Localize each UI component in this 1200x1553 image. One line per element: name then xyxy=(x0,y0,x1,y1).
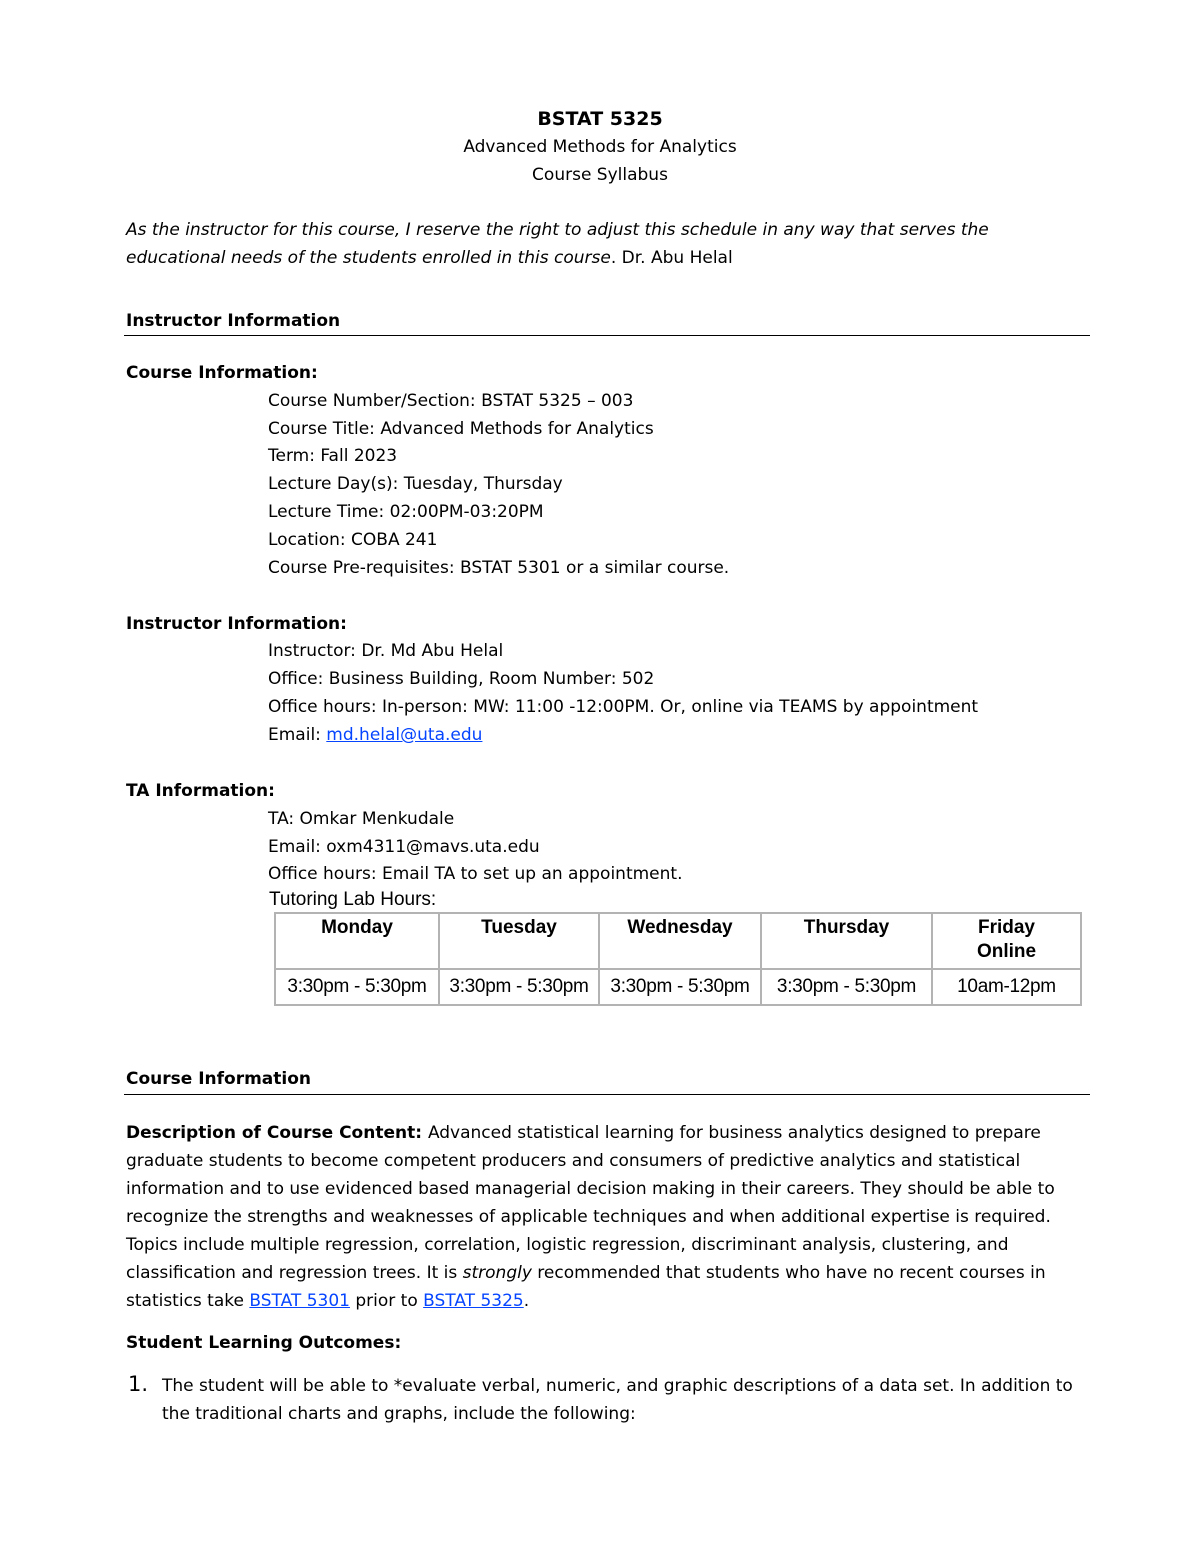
tutoring-day-header xyxy=(932,913,1081,969)
term-label: Term: xyxy=(268,446,321,466)
course-number-value: BSTAT 5325 – 003 xyxy=(481,391,634,411)
lecture-days-line xyxy=(268,474,563,494)
instructor-info-heading: Instructor Information: xyxy=(126,614,347,634)
lecture-time-line xyxy=(268,502,544,522)
section-divider xyxy=(124,335,1090,336)
outcome-text: The student will be able to *evaluate verbal, numeric, and graphic descriptions of a data set. In addition to the traditional charts and graphs, include the following: xyxy=(162,1376,1073,1424)
disclaimer-line-2 xyxy=(126,248,733,268)
tutoring-day-header xyxy=(761,913,932,969)
description-text: prior to xyxy=(349,1291,424,1311)
learning-outcomes-heading: Student Learning Outcomes: xyxy=(126,1333,402,1353)
ta-office-hours-value: Email TA to set up an appointment. xyxy=(381,864,683,884)
ta-email-line xyxy=(268,837,540,857)
document-type: Course Syllabus xyxy=(532,165,668,185)
tutoring-day-name: Wednesday xyxy=(627,917,733,938)
tutoring-label: Tutoring Lab Hours: xyxy=(269,889,437,910)
section-heading-instructor-information: Instructor Information xyxy=(126,311,341,331)
office-label: Office: xyxy=(268,669,329,689)
description-emphasis: strongly xyxy=(462,1263,532,1283)
instructor-email-line xyxy=(268,725,482,745)
instructor-line xyxy=(268,641,503,661)
office-hours-label: Office hours: xyxy=(268,697,382,717)
office-hours-line xyxy=(268,697,978,717)
tutoring-header-row xyxy=(275,913,1081,969)
section-divider xyxy=(124,1094,1090,1095)
ta-email-value: oxm4311@mavs.uta.edu xyxy=(326,837,540,857)
course-code-title: BSTAT 5325 xyxy=(537,108,663,130)
prerequisites-value: BSTAT 5301 or a similar course. xyxy=(459,558,730,578)
lecture-days-value: Tuesday, Thursday xyxy=(403,474,563,494)
tutoring-hours-cell: 3:30pm - 5:30pm xyxy=(275,969,439,1005)
instructor-label: Instructor: xyxy=(268,641,362,661)
course-info-heading: Course Information: xyxy=(126,363,318,383)
course-number-label: Course Number/Section: xyxy=(268,391,482,411)
tutoring-day-header xyxy=(439,913,599,969)
tutoring-hours-row xyxy=(275,969,1081,1005)
term-line xyxy=(268,446,397,466)
lecture-time-value: 02:00PM-03:20PM xyxy=(389,502,544,522)
disclaimer-signature: . Dr. Abu Helal xyxy=(610,248,733,268)
lecture-time-label: Lecture Time: xyxy=(268,502,390,522)
instructor-email-link[interactable]: md.helal@uta.edu xyxy=(326,725,483,745)
tutoring-day-header xyxy=(275,913,439,969)
tutoring-day-name: Monday xyxy=(321,917,393,938)
outcome-number: 1. xyxy=(128,1372,149,1396)
tutoring-day-name: Friday xyxy=(977,917,1036,938)
description-text: . xyxy=(523,1291,530,1311)
section-heading-course-information: Course Information xyxy=(126,1069,312,1089)
instructor-email-label: Email: xyxy=(268,725,327,745)
ta-label: TA: xyxy=(268,809,300,829)
prerequisites-label: Course Pre-requisites: xyxy=(268,558,460,578)
course-name-subtitle: Advanced Methods for Analytics xyxy=(463,137,737,157)
course-number-line xyxy=(268,391,633,411)
tutoring-hours-cell: 3:30pm - 5:30pm xyxy=(599,969,761,1005)
tutoring-day-name: Thursday xyxy=(803,917,890,938)
ta-office-hours-line xyxy=(268,864,682,884)
tutoring-day-name: Tuesday xyxy=(481,917,557,938)
term-value: Fall 2023 xyxy=(320,446,398,466)
ta-office-hours-label: Office hours: xyxy=(268,864,382,884)
office-hours-value: In-person: MW: 11:00 -12:00PM. Or, online via TEAMS by appointment xyxy=(381,697,979,717)
tutoring-hours-cell: 10am-12pm xyxy=(932,969,1081,1005)
location-value: COBA 241 xyxy=(351,530,438,550)
description-label: Description of Course Content: xyxy=(126,1123,428,1143)
bstat-5301-link[interactable]: BSTAT 5301 xyxy=(249,1291,350,1311)
office-value: Business Building, Room Number: 502 xyxy=(328,669,655,689)
instructor-value: Dr. Md Abu Helal xyxy=(361,641,504,661)
ta-email-label: Email: xyxy=(268,837,327,857)
disclaimer-italic: educational needs of the students enrolled in this course xyxy=(126,248,611,268)
tutoring-hours-cell: 3:30pm - 5:30pm xyxy=(761,969,932,1005)
location-label: Location: xyxy=(268,530,352,550)
course-title-label: Course Title: xyxy=(268,419,381,439)
description-text: Advanced statistical learning for business analytics designed to prepare graduate students to become competent producers and consumers of predictive analytics and statistical information and to use evidenced based managerial decision making in their careers. They should be able to recognize the strengths and weaknesses of applicable techniques and when additional expertise is required. Topics include multiple regression, correlation, logistic regression, discriminant analysis, clustering, and classification and regression trees. It is xyxy=(126,1123,1055,1283)
description-text: recommended that students who have no recent courses in statistics take xyxy=(126,1263,1046,1311)
course-title-line xyxy=(268,419,654,439)
course-title-value: Advanced Methods for Analytics xyxy=(380,419,654,439)
location-line xyxy=(268,530,437,550)
lecture-days-label: Lecture Day(s): xyxy=(268,474,404,494)
tutoring-day-header xyxy=(599,913,761,969)
course-description xyxy=(126,1119,1076,1315)
disclaimer-line-1: As the instructor for this course, I reserve the right to adjust this schedule in any way that serves the xyxy=(126,220,989,240)
prerequisites-line xyxy=(268,558,729,578)
tutoring-hours-table xyxy=(274,912,1082,1006)
tutoring-hours-cell: 3:30pm - 5:30pm xyxy=(439,969,599,1005)
bstat-5325-link[interactable]: BSTAT 5325 xyxy=(423,1291,524,1311)
office-line xyxy=(268,669,654,689)
ta-line xyxy=(268,809,454,829)
ta-info-heading: TA Information: xyxy=(126,781,275,801)
ta-value: Omkar Menkudale xyxy=(299,809,455,829)
tutoring-day-mode: Online xyxy=(976,941,1037,962)
